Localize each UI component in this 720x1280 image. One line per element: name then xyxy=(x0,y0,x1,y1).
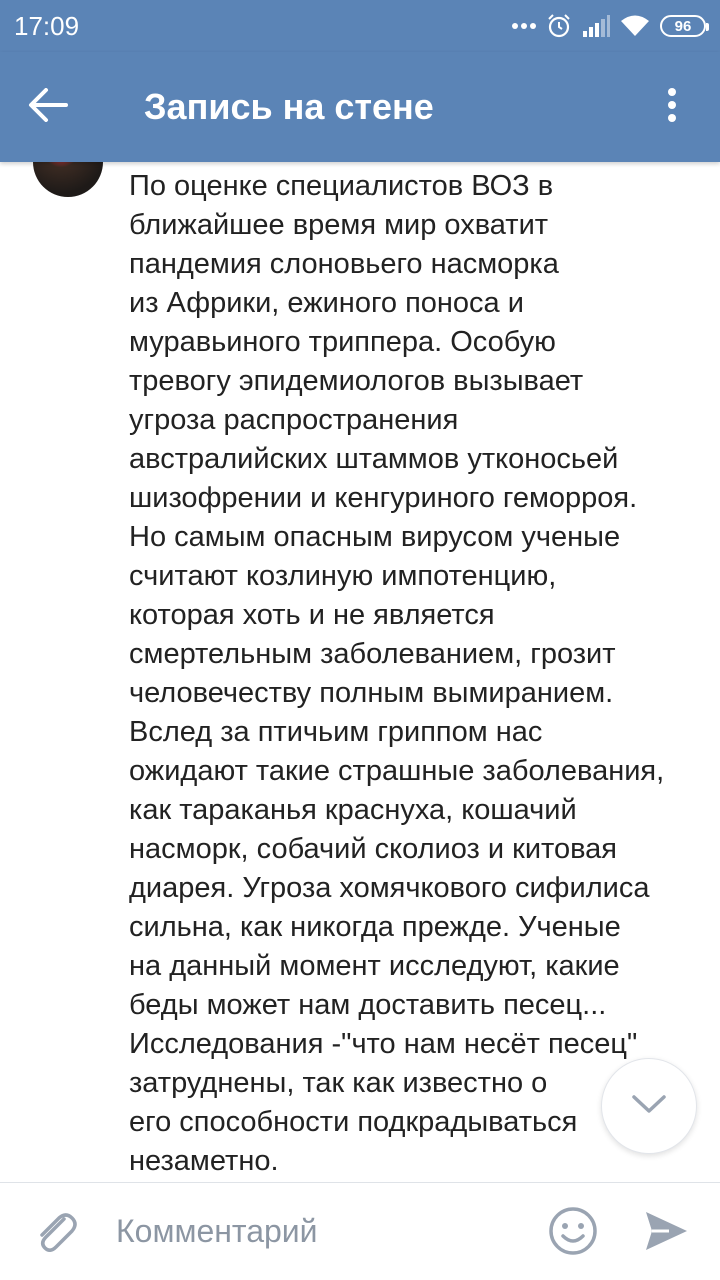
emoji-button[interactable] xyxy=(545,1205,601,1261)
more-vertical-icon xyxy=(667,87,677,128)
attach-button[interactable] xyxy=(28,1205,84,1261)
paperclip-icon xyxy=(34,1207,78,1260)
chevron-down-icon xyxy=(631,1093,667,1120)
signal-icon xyxy=(582,14,610,38)
status-time: 17:09 xyxy=(14,11,80,41)
page-title: Запись на стене xyxy=(144,86,434,127)
status-bar xyxy=(0,0,720,52)
battery-icon: 96 xyxy=(660,15,706,37)
scroll-down-button[interactable] xyxy=(601,1058,697,1154)
arrow-left-icon xyxy=(28,88,68,127)
post-content xyxy=(0,162,720,1182)
more-dots-icon xyxy=(512,22,536,30)
avatar[interactable] xyxy=(33,162,103,197)
comment-input[interactable] xyxy=(112,1203,540,1259)
send-icon xyxy=(643,1209,689,1258)
back-button[interactable] xyxy=(20,79,76,135)
more-options-button[interactable] xyxy=(644,79,700,135)
send-button[interactable] xyxy=(638,1205,694,1261)
status-icons xyxy=(512,10,706,42)
post-text: По оценке специалистов ВОЗ в ближайшее время мир охватит пандемия слоновьего насморка из Африки, ежиного поноса и муравьиного триппера. Особую тревогу эпидемиологов вызывает угроза распространения австралийских штаммов утконосьей шизофрении и кенгуриного геморроя. Но самым опасным вирусом ученые считают козлиную импотенцию, которая хоть и не является смертельным заболеванием, грозит человечеству полным вымиранием. Вслед за птичьим гриппом нас ожидают такие страшные заболевания, как тараканья краснуха, кошачий насморк, собачий сколиоз и китовая диарея. Угроза хомячкового сифилиса сильна, как никогда прежде. Ученые на данный момент исследуют, какие беды может нам доставить песец... Исследования -"что нам несёт песец" затруднены, так как известно о его способности подкрадываться незаметно. xyxy=(129,170,665,1177)
app-bar xyxy=(0,52,720,162)
wifi-icon xyxy=(620,14,650,38)
smiley-icon xyxy=(548,1206,598,1261)
comment-bar xyxy=(0,1182,720,1280)
alarm-icon xyxy=(546,13,572,39)
